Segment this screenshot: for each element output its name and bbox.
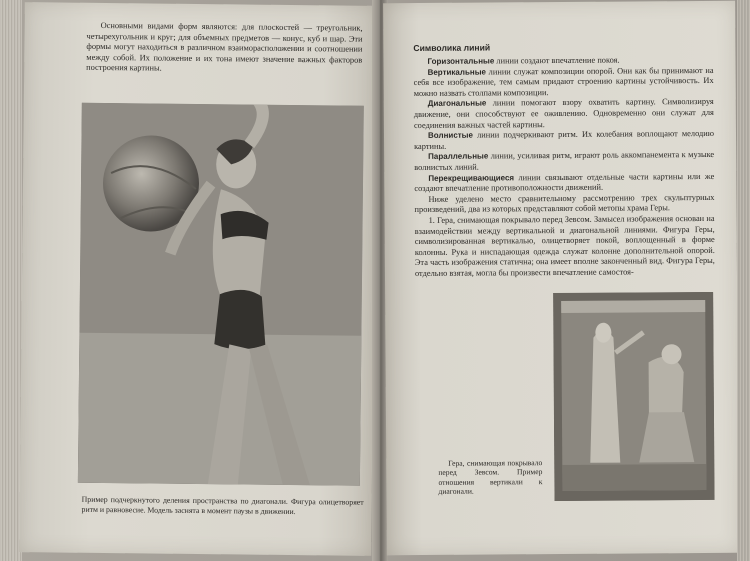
paragraph-text: линии связывают отдельные части картины или же создают впечатление противоположности движений. [414,171,715,194]
term: Вертикальные [427,67,487,77]
paragraph-text: 1. Гера, снимающая покрывало перед Зевсом. Замысел изображения основан на взаимодействии между вертикальной и диагональной линиями. Фигура Геры, символизированная вертикалью, олицетворяет покой, воплощенный в форме колонны. Рука и ниспадающая одежда служат колонне дополнительной опорой. Эта часть изображения статична; она имеет вполне законченный вид. Фигура Геры, отдельно взятая, могла бы произвести впечатление самостоя- [414,213,715,278]
woman-with-ball-illustration [78,103,364,486]
term: Параллельные [428,151,489,162]
right-body [413,55,715,280]
paragraph-text: линии помогают взору охватить картину. Символизируя движение, они способствуют ее оживлению. Одновременно они служат для соединения важных частей картины. [413,97,714,130]
paragraph [414,171,714,194]
term: Горизонтальные [427,56,495,66]
paragraph-text: линии, усиливая ритм, играют роль аккомпанемента к музыке волнистых линий. [414,150,715,172]
paragraph [414,129,714,152]
term: Перекрещивающиеся [428,172,515,183]
woman-with-ball-photo [78,103,364,486]
paragraph [414,193,714,216]
left-page [19,2,377,556]
paragraph [414,97,714,131]
hera-metope-relief [553,292,714,501]
right-page [383,1,739,555]
paragraph-text: линии служат композиции опорой. Они как бы принимают на себя все изображение, тем самым придают строению картины устойчивость. Их можно назвать столпами композиции. [413,65,714,98]
page-edges-right [737,0,750,561]
paragraph [415,214,715,280]
term: Диагональные [427,98,487,109]
hera-metope-photo [553,292,714,501]
section-heading: Символика линий [413,42,491,54]
paragraph [414,150,714,173]
left-intro [86,21,363,77]
term: Волнистые [427,130,473,141]
left-caption: Пример подчеркнутого деления пространства по диагонали. Фигура олицетворяет ритм и равновесие. Модель заснята в момент паузы в движении. [81,494,364,516]
page-edges-left [0,0,22,561]
paragraph-text: Ниже уделено место сравнительному рассмотрению трех скульптурных произведений, два из которых представляют собой метопы храма Геры. [414,192,715,215]
paragraph-text: линии создают впечатление покоя. [494,55,620,66]
right-caption: Гера, снимающая покрывало перед Зевсом. Пример отношения вертикали к диагонали. [438,458,543,497]
paragraph [414,66,714,100]
paragraph-text: линии подчеркивают ритм. Их колебания воплощают мелодию картины. [414,129,715,151]
left-intro-paragraph: Основными видами форм являются: для плоскостей — треугольник, четырехугольник и круг; для объемных предметов — конус, куб и шар. Эти формы могут находиться в различном взаиморасположении и соотношении между собой. Их положение и их тона имеют значение важных факторов построения картины. [86,20,363,73]
